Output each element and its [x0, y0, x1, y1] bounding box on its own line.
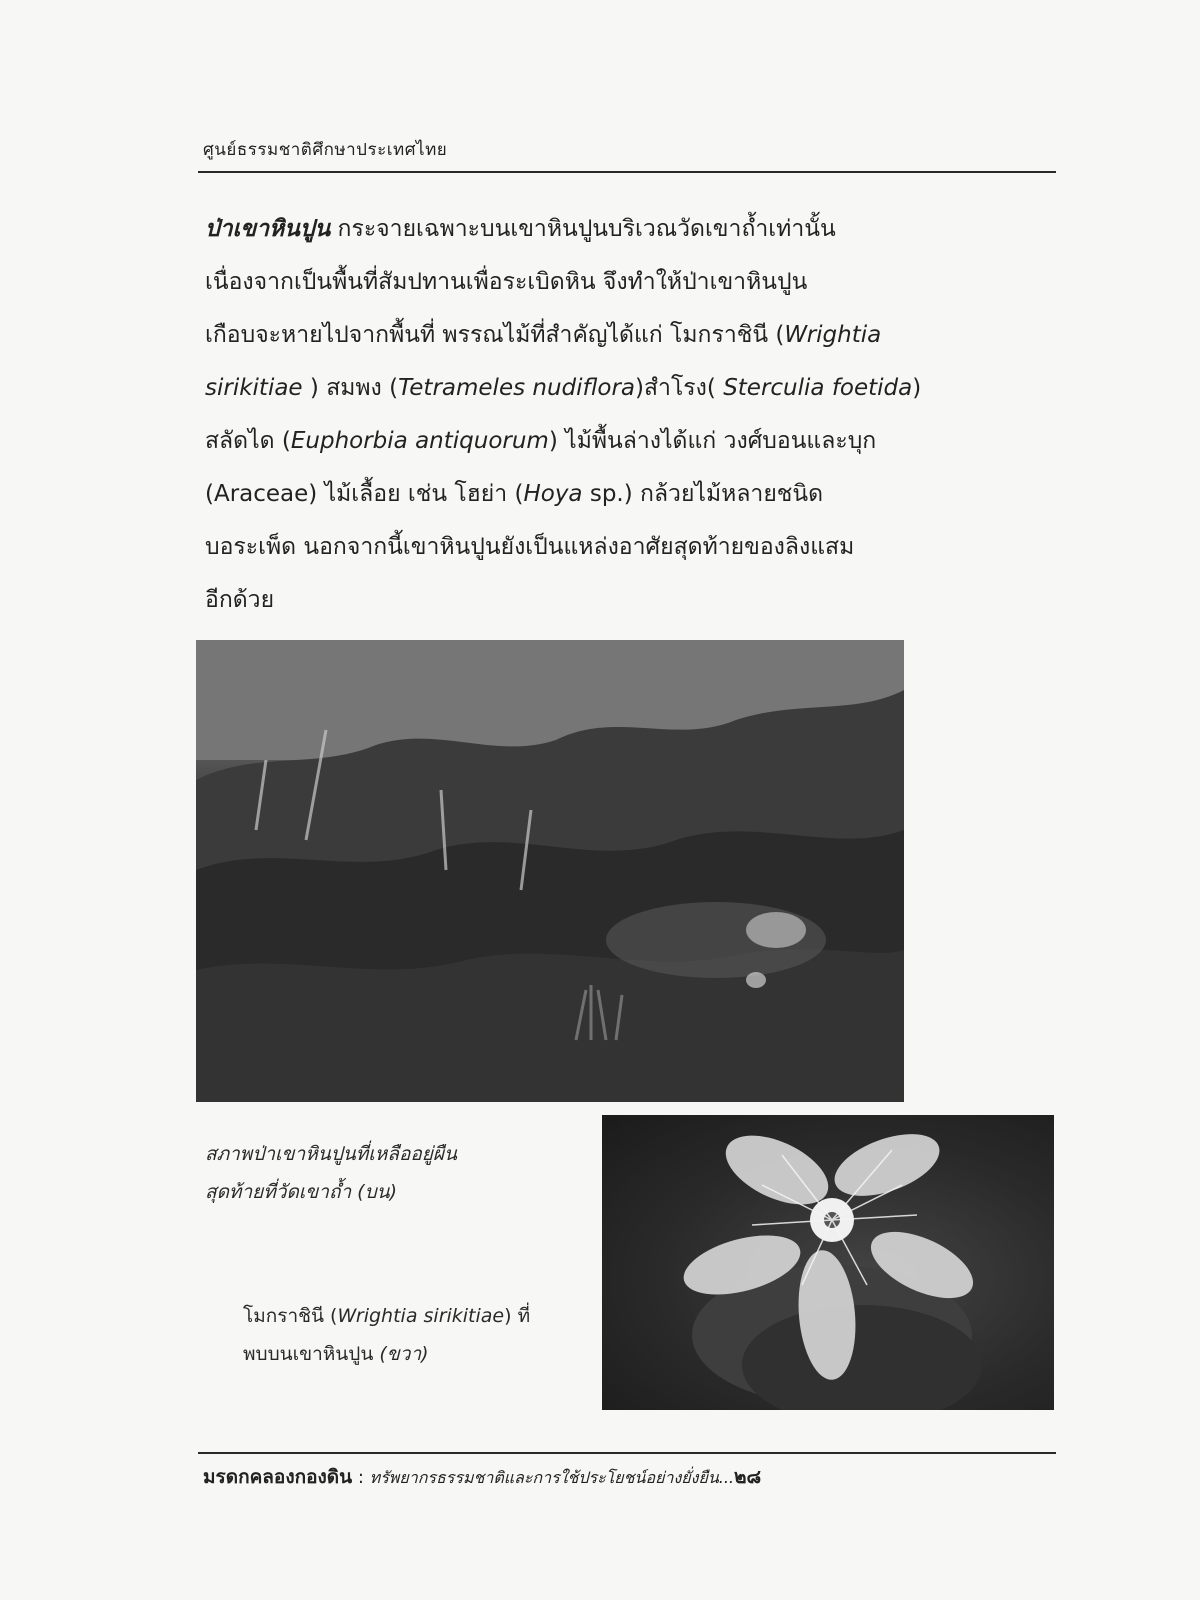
running-footer — [203, 1462, 761, 1492]
species-name: Hoya — [523, 481, 583, 507]
book-subtitle: ทรัพยากรธรรมชาติและการใช้ประโยชน์อย่างยั่งยืน... — [369, 1468, 735, 1487]
species-name: Sterculia foetida — [723, 375, 913, 401]
body-text: กระจายเฉพาะบนเขาหินปูนบริเวณวัดเขาถ้ำเท่านั้น — [330, 216, 836, 242]
page-number: ๒๘ — [734, 1466, 762, 1488]
caption-line: สุดท้ายที่วัดเขาถ้ำ (บน) — [205, 1181, 398, 1203]
caption-line: สภาพป่าเขาหินปูนที่เหลืออยู่ผืน — [205, 1143, 458, 1165]
caption-line — [243, 1297, 530, 1335]
limestone-forest-photo — [196, 640, 904, 1102]
body-paragraph — [205, 203, 1025, 627]
body-text: สลัดได ( — [205, 428, 291, 454]
body-line-7: บอระเพ็ด นอกจากนี้เขาหินปูนยังเป็นแหล่งอาศัยสุดท้ายของลิงแสม — [205, 534, 855, 560]
body-line-3 — [205, 309, 1025, 362]
caption-text: โมกราชินี ( — [243, 1305, 338, 1327]
body-text: เกือบจะหายไปจากพื้นที่ พรรณไม้ที่สำคัญได้แก่ โมกราชินี ( — [205, 322, 785, 348]
book-title: มรดกคลองกองดิน — [203, 1466, 353, 1488]
species-name: Tetrameles nudiflora — [398, 375, 636, 401]
photo-caption-right — [243, 1297, 530, 1373]
body-line-8: อีกด้วย — [205, 587, 275, 613]
section-heading: ป่าเขาหินปูน — [205, 216, 331, 242]
caption-line — [243, 1335, 530, 1373]
running-header: ศูนย์ธรรมชาติศึกษาประเทศไทย — [203, 140, 448, 160]
photo-caption-top — [205, 1135, 457, 1211]
body-text: ) สมพง ( — [302, 375, 399, 401]
body-line-6 — [205, 468, 1025, 521]
species-name: Euphorbia antiquorum — [290, 428, 549, 454]
body-line-1 — [205, 203, 1025, 256]
body-text: sp.) กล้วยไม้หลายชนิด — [582, 481, 824, 507]
footer-separator: : — [352, 1467, 370, 1488]
species-name: Wrightia sirikitiae — [337, 1305, 505, 1327]
caption-text: ) ที่ — [504, 1305, 531, 1327]
caption-text: (ขวา) — [379, 1343, 429, 1365]
footer-rule — [198, 1452, 1056, 1454]
caption-text: พบบนเขาหินปูน — [243, 1343, 380, 1365]
body-line-5 — [205, 415, 1025, 468]
body-text: )สำโรง( — [635, 375, 724, 401]
species-name: Wrightia — [784, 322, 882, 348]
body-line-4 — [205, 362, 1025, 415]
body-text: (Araceae) ไม้เลื้อย เช่น โฮย่า ( — [205, 481, 524, 507]
species-name: sirikitiae — [205, 375, 303, 401]
body-text: ) ไม้พื้นล่างได้แก่ วงศ์บอนและบุก — [548, 428, 877, 454]
body-text: ) — [912, 375, 922, 401]
body-line-2: เนื่องจากเป็นพื้นที่สัมปทานเพื่อระเบิดหิน จึงทำให้ป่าเขาหินปูน — [205, 269, 808, 295]
header-rule — [198, 171, 1056, 173]
wrightia-flower-photo — [602, 1115, 1054, 1410]
